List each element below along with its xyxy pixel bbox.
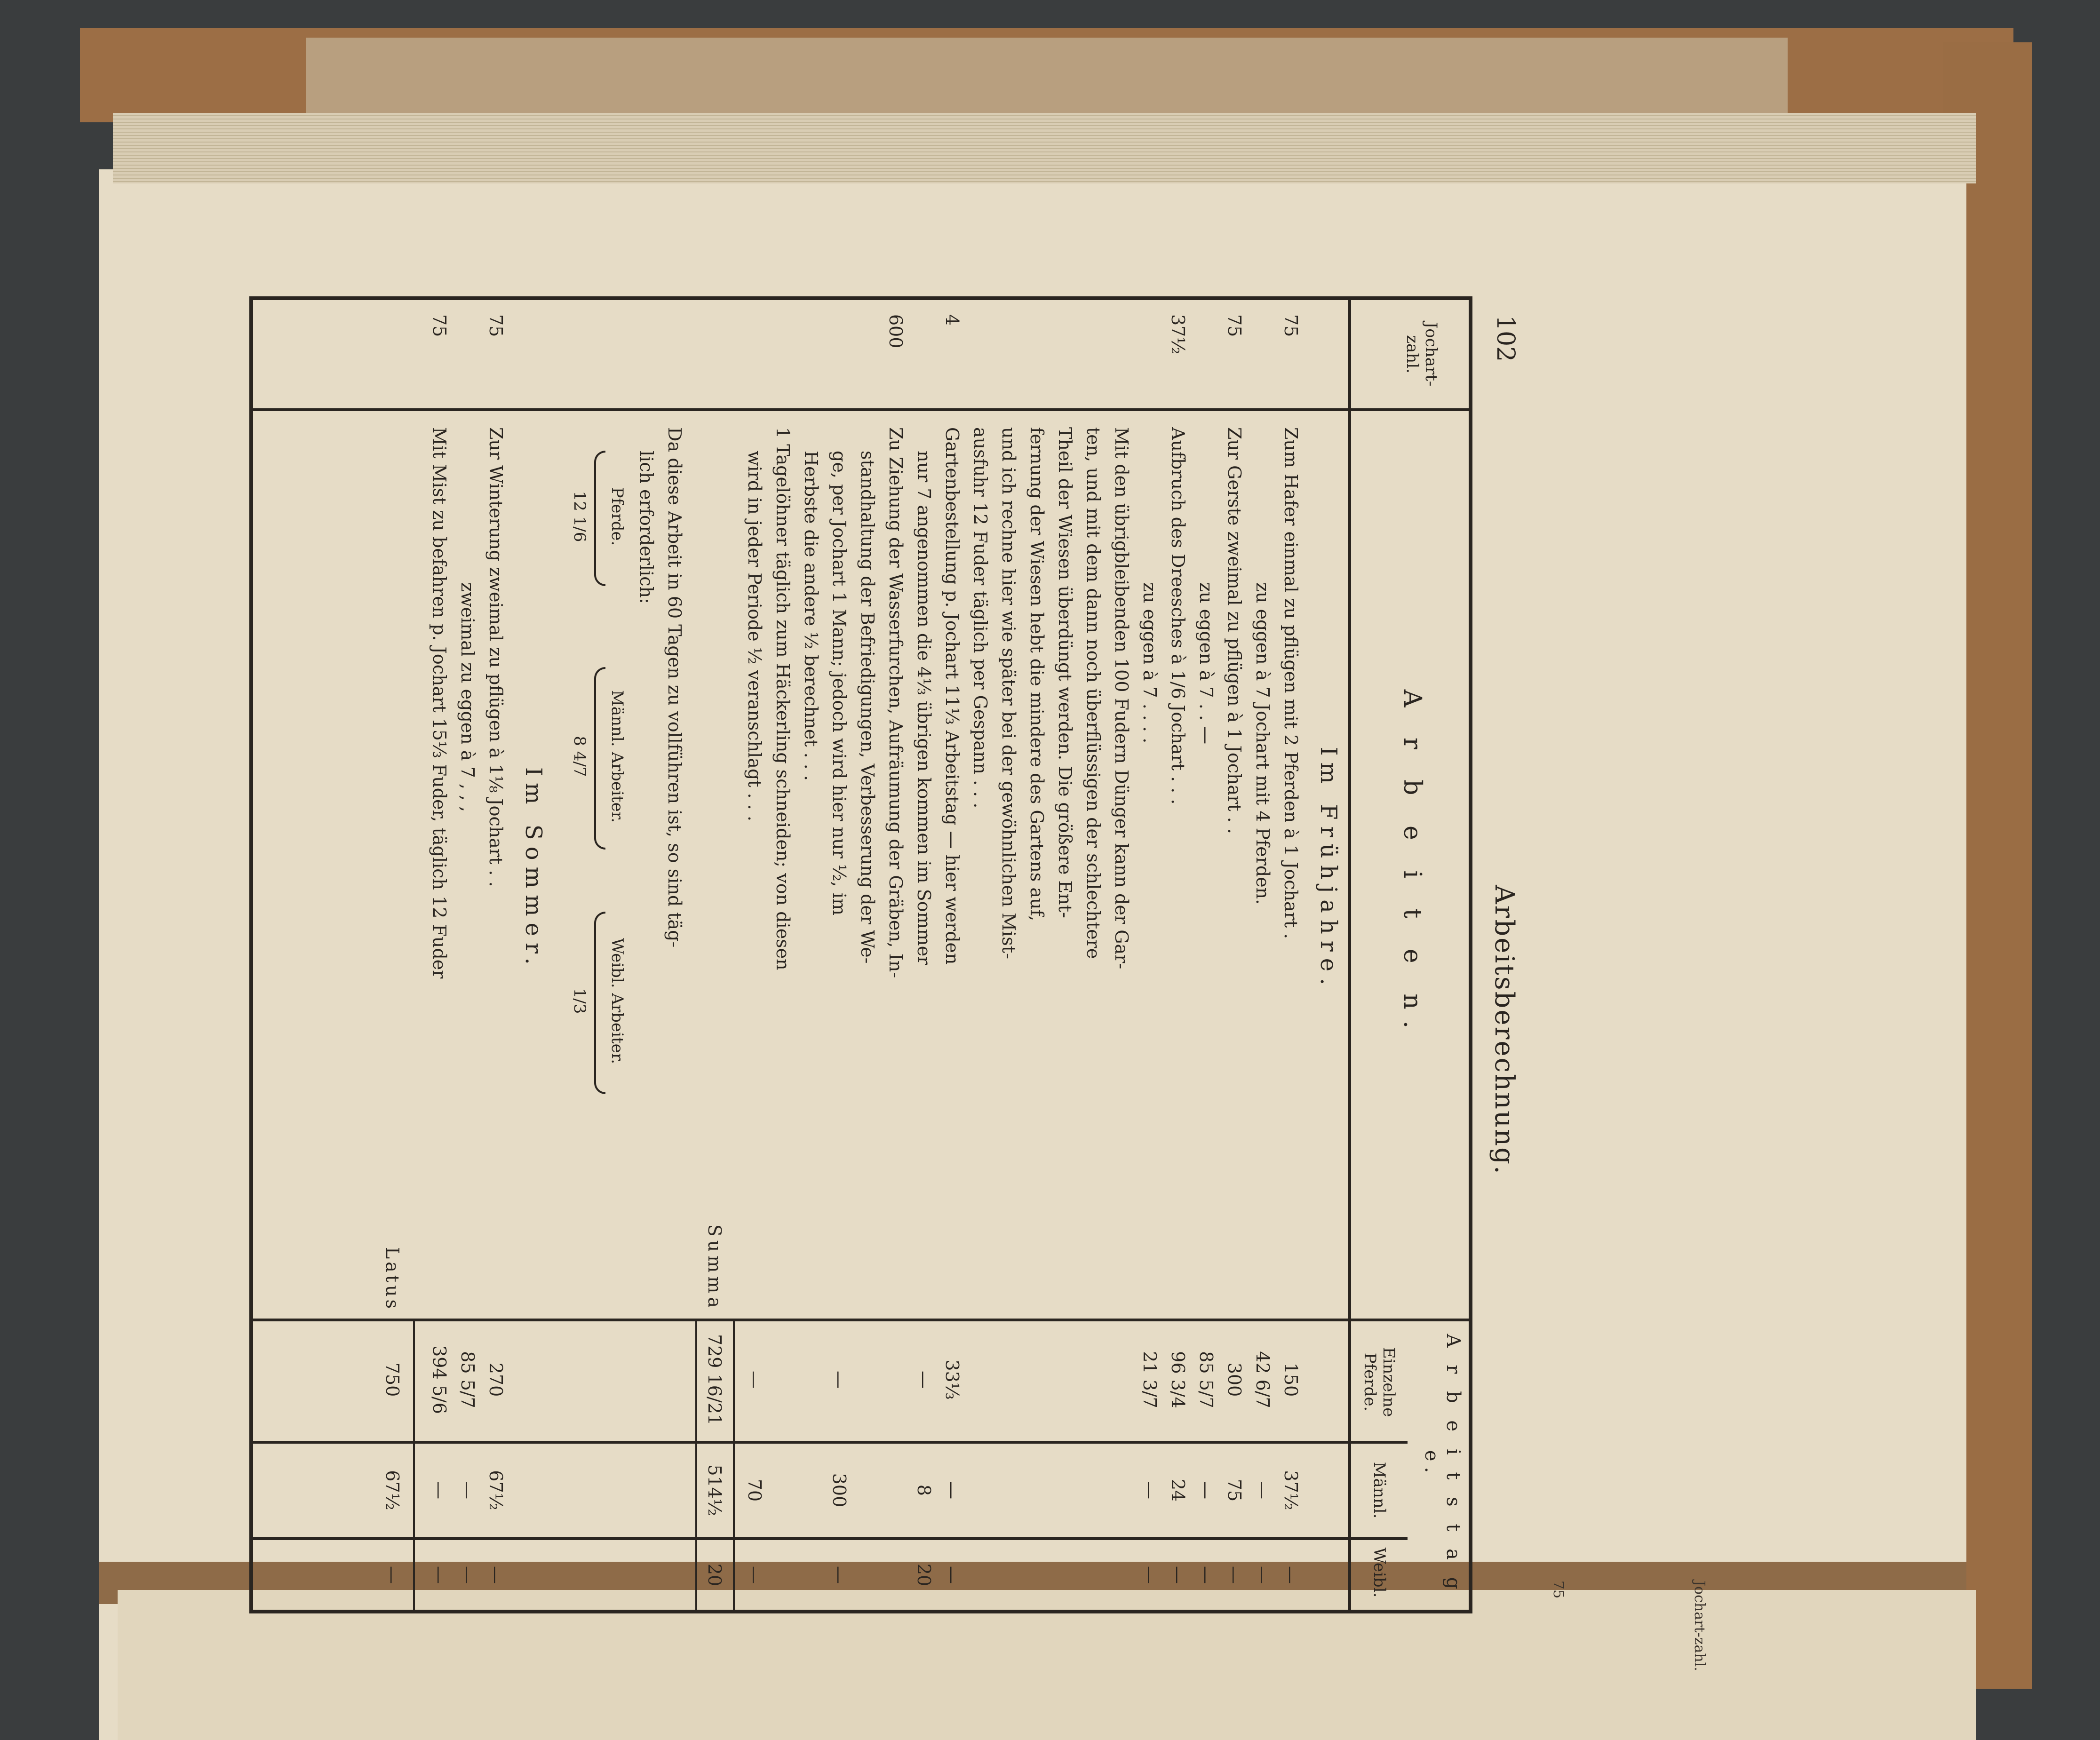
brace-weibl bbox=[594, 912, 605, 1094]
col-mannl-header: Männl. bbox=[1370, 1462, 1389, 1519]
section-sommer: Im Sommer. bbox=[520, 767, 547, 971]
section-fruehjahr: Im Frühjahre. bbox=[1315, 747, 1342, 992]
table-row: Mit den übrigbleibenden 100 Fudern Dünger kann der Gar- bbox=[1111, 427, 1132, 969]
page-stack-edge bbox=[113, 113, 1976, 183]
col-weibl-header: Weibl. bbox=[1370, 1547, 1389, 1598]
table-row: standhaltung der Befriedigungen, Verbesserung der We- bbox=[857, 451, 878, 964]
rotated-page-content bbox=[249, 296, 1519, 1613]
running-head: Arbeitsberechnung. bbox=[1489, 885, 1519, 1176]
table-row: 4 Gartenbestellung p. Jochart 11⅓ Arbeitstag — hier werden 33⅓ — — bbox=[942, 314, 962, 1584]
daily-pferde-value: 12 1/6 bbox=[570, 491, 589, 542]
table-row: 75 Zur Winterung zweimal zu pflügen à 1⅛ Jochart . . 270 67½ — bbox=[485, 314, 506, 1584]
table-row: ge, per Jochart 1 Mann; jedoch wird hier nur ½, im — 300 — bbox=[829, 451, 850, 1584]
table-row: 75 Mit Mist zu befahren p. Jochart 15⅓ Fuder, täglich 12 Fuder 394 5/6 — — bbox=[429, 314, 450, 1584]
page-number: 102 bbox=[1491, 315, 1519, 362]
latus-row: Latus 750 67½ — bbox=[382, 1247, 403, 1584]
daily-mannl-label: Männl. Arbeiter. bbox=[608, 690, 627, 823]
table-row: ten, und mit dem dann noch überflüssigen der schlechtere bbox=[1083, 427, 1104, 959]
next-page-margin-number: 75 bbox=[1550, 1581, 1567, 1599]
header-rule bbox=[1348, 300, 1351, 1610]
table-row: zu eggen à 7 Jochart mit 4 Pferden. 42 6/7 — — bbox=[1252, 582, 1273, 1584]
summa-rule-bottom bbox=[695, 1319, 697, 1610]
next-page-col-jochart: Jochart-zahl. bbox=[1691, 1581, 1708, 1671]
col-arbeiten-header: A r b e i t e n. bbox=[1398, 689, 1426, 1040]
table-row: 1 Tagelöhner täglich zum Häckerling schneiden; von diesen bbox=[772, 427, 793, 970]
table-row: 75 Zum Hafer einmal zu pflügen mit 2 Pferden à 1 Jochart . 150 37½ — bbox=[1281, 314, 1301, 1584]
daily-weibl-label: Weibl. Arbeiter. bbox=[608, 938, 627, 1065]
table-row: Da diese Arbeit in 60 Tagen zu vollführen ist, so sind täg- bbox=[664, 427, 685, 948]
table-row: Theil der Wiesen überdüngt werden. Die größere Ent- bbox=[1055, 427, 1075, 918]
table-row: 37½ Aufbruch des Dreesches à 1/6 Jochart . . . 96 3/4 24 — bbox=[1168, 314, 1188, 1584]
brace-mannl bbox=[594, 667, 605, 850]
table-row: fernung der Wiesen hebt die mindere des Gartens auf, bbox=[1026, 427, 1047, 922]
table-row: lich erforderlich: bbox=[636, 451, 657, 604]
brace-pferde bbox=[594, 451, 605, 586]
table-row: ausfuhr 12 Fuder täglich per Gespann . . . bbox=[970, 427, 991, 809]
table-row: wird in jeder Periode ½ veranschlagt . . . — 70 — bbox=[744, 451, 765, 1584]
table-row: Herbste die andere ½ berechnet . . . bbox=[801, 451, 821, 781]
summa-rule bbox=[733, 1319, 735, 1610]
table-row: 75 Zur Gerste zweimal zu pflügen à 1 Jochart . . 300 75 — bbox=[1224, 314, 1245, 1584]
work-table bbox=[249, 296, 1472, 1613]
table-row: zu eggen à 7 . . — 85 5/7 — — bbox=[1196, 582, 1217, 1584]
latus-rule bbox=[413, 1319, 415, 1610]
table-row: und ich rechne hier wie später bei der gewöhnlichen Mist- bbox=[998, 427, 1019, 959]
book-cover-top-edge bbox=[80, 28, 2013, 122]
col-pferde-header: Einzelne Pferde. bbox=[1360, 1347, 1398, 1417]
col-arbeitstage-header: A r b e i t s t a g e. bbox=[1421, 1334, 1464, 1595]
summa-row: Summa 729 16/21 514½ 20 bbox=[704, 1224, 725, 1587]
table-row: 600 Zu Ziehung der Wasserfurchen, Aufräumung der Gräben, In- bbox=[885, 314, 906, 978]
col-jochart-header: Jochart-zahl. bbox=[1403, 322, 1440, 387]
table-row: zu eggen à 7 . . . . 21 3/7 — — bbox=[1139, 582, 1160, 1584]
table-row: zweimal zu eggen à 7 , , , 85 5/7 — — bbox=[457, 582, 478, 1584]
table-row: nur 7 angenommen die 4⅓ übrigen kommen im Sommer — 8 20 bbox=[914, 451, 934, 1587]
daily-weibl-value: 1/3 bbox=[570, 988, 589, 1014]
daily-pferde-label: Pferde. bbox=[608, 487, 627, 546]
daily-mannl-value: 8 4/7 bbox=[570, 736, 589, 777]
